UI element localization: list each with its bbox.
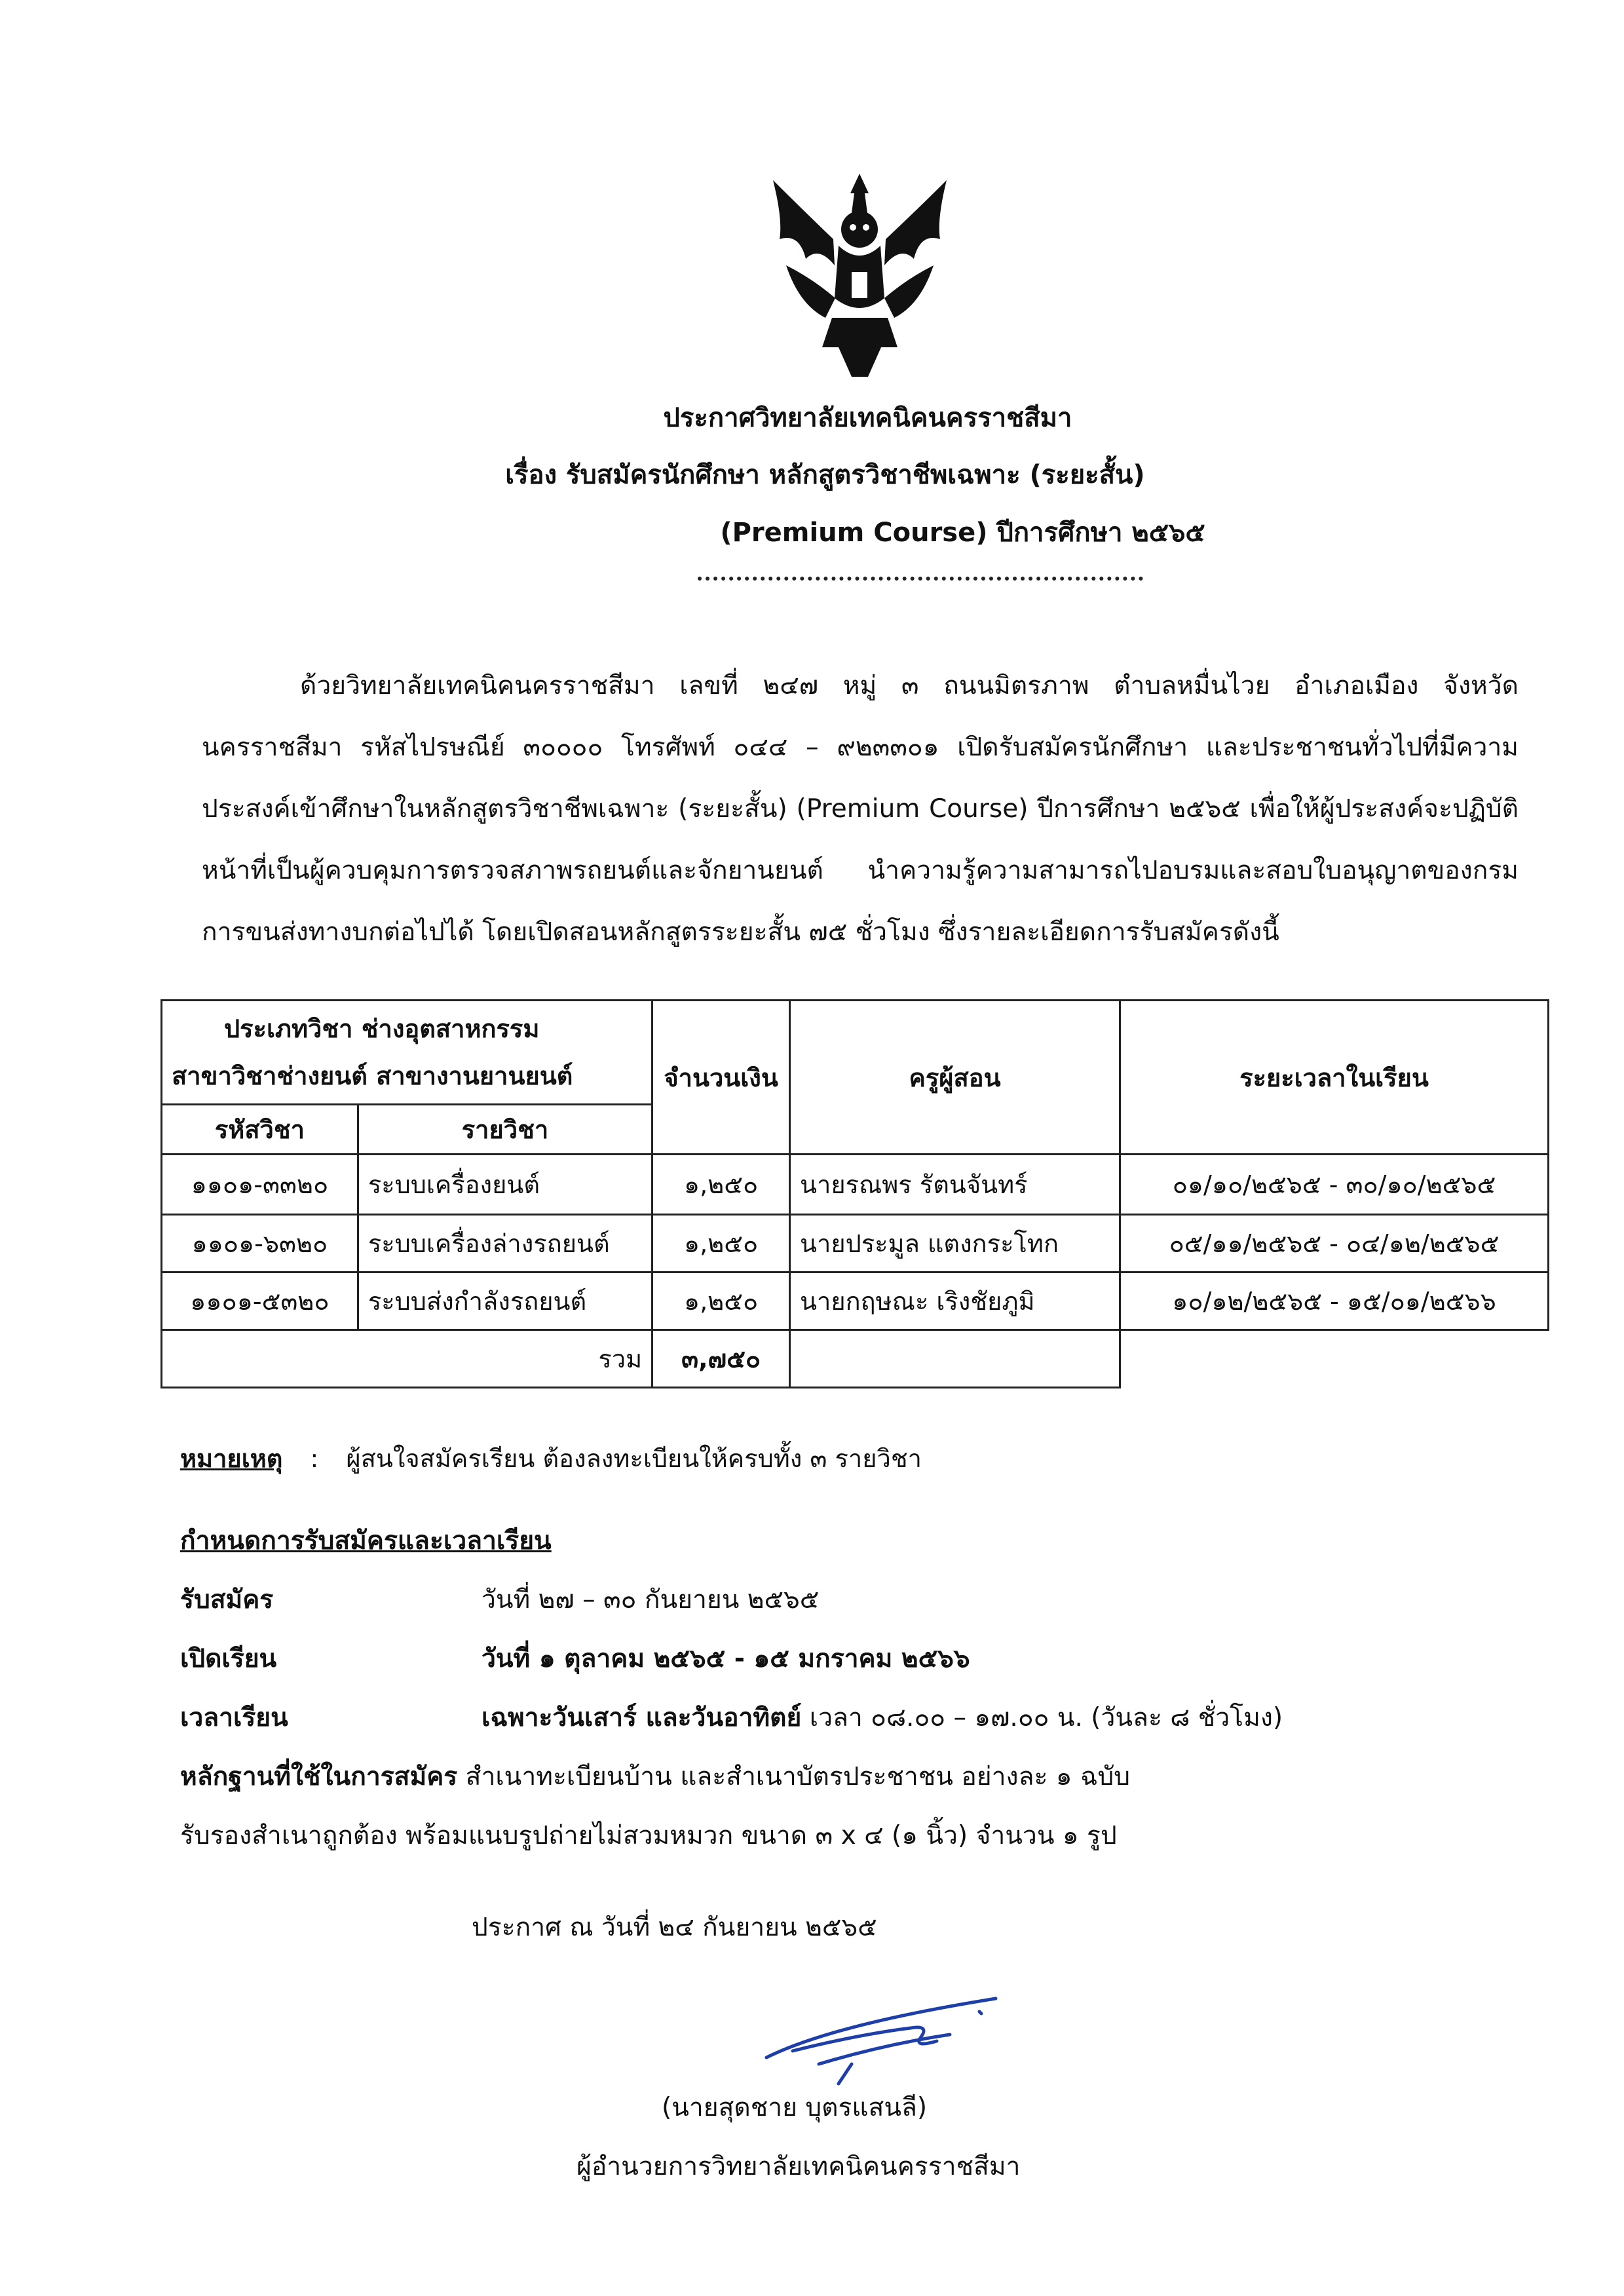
course-subject: ระบบเครื่องยนต์ xyxy=(358,1155,652,1215)
schedule-apply xyxy=(180,1579,819,1620)
total-label: รวม xyxy=(162,1330,652,1388)
body-paragraph-text: ด้วยวิทยาลัยเทคนิคนครราชสีมา เลขที่ ๒๔๗ หมู่ ๓ ถนนมิตรภาพ ตำบลหมื่นไวย อำเภอเมือง จังหวัดนครราชสีมา รหัสไปรษณีย์ ๓๐๐๐๐ โทรศัพท์ ๐๔๔ – ๙๒๓๓๐๑ เปิดรับสมัครนักศึกษา และประชาชนทั่วไปที่มีความประสงค์เข้าศึกษาในหลักสูตรวิชาชีพเฉพาะ (ระยะสั้น) (Premium Course) ปีการศึกษา ๒๕๖๕ เพื่อให้ผู้ประสงค์จะปฏิบัติหน้าที่เป็นผู้ควบคุมการตรวจสภาพรถยนต์และจักยานยนต์ นำความรู้ความสามารถไปอบรมและสอบใบอนุญาตของกรมการขนส่งทางบกต่อไปได้ โดยเปิดสอนหลักสูตรระยะสั้น ๗๕ ชั่วโมง ซึ่งรายละเอียดการรับสมัครดังนี้ xyxy=(202,671,1519,947)
announce-date: ประกาศ ณ วันที่ ๒๔ กันยายน ๒๕๖๕ xyxy=(472,1913,877,1942)
course-code: ๑๑๐๑-๖๓๒๐ xyxy=(162,1215,358,1272)
time-label: เวลาเรียน xyxy=(180,1703,288,1732)
note-separator: : xyxy=(310,1444,319,1473)
documents-required xyxy=(180,1756,1130,1797)
col-code-header: รหัสวิชา xyxy=(162,1105,358,1155)
course-period: ๑๐/๑๒/๒๕๖๕ - ๑๕/๐๑/๒๕๖๖ xyxy=(1120,1272,1549,1330)
total-row xyxy=(162,1330,1549,1388)
col-period-header: ระยะเวลาในเรียน xyxy=(1120,1001,1549,1155)
schedule-open xyxy=(180,1638,970,1679)
note-label: หมายเหตุ xyxy=(180,1444,283,1473)
col-teacher-header: ครูผู้สอน xyxy=(790,1001,1120,1155)
course-period: ๐๑/๑๐/๒๕๖๕ - ๓๐/๑๐/๒๕๖๕ xyxy=(1120,1155,1549,1215)
empty-cell xyxy=(790,1330,1120,1388)
time-value-days: เฉพาะวันเสาร์ และวันอาทิตย์ xyxy=(482,1703,802,1732)
table-row xyxy=(162,1272,1549,1330)
schedule-title: กำหนดการรับสมัครและเวลาเรียน xyxy=(180,1526,552,1556)
course-code: ๑๑๐๑-๕๓๒๐ xyxy=(162,1272,358,1330)
dotted-divider xyxy=(698,577,1143,581)
group-line2: สาขาวิชาช่างยนต์ สาขางานยานยนต์ xyxy=(172,1062,573,1090)
note xyxy=(180,1438,922,1478)
col-amount-header: จำนวนเงิน xyxy=(652,1001,790,1155)
signer-name: (นายสุดชาย บุตรแสนลี) xyxy=(662,2093,928,2122)
table-row xyxy=(162,1155,1549,1215)
garuda-emblem-icon xyxy=(760,167,960,383)
course-teacher: นายรณพร รัตนจันทร์ xyxy=(790,1155,1120,1215)
course-subject: ระบบเครื่องล่างรถยนต์ xyxy=(358,1215,652,1272)
course-code: ๑๑๐๑-๓๓๒๐ xyxy=(162,1155,358,1215)
course-amount: ๑,๒๕๐ xyxy=(652,1215,790,1272)
documents-required-2: รับรองสำเนาถูกต้อง พร้อมแนบรูปถ่ายไม่สวมหมวก ขนาด ๓ x ๔ (๑ นิ้ว) จำนวน ๑ รูป xyxy=(180,1821,1117,1850)
schedule-time xyxy=(180,1697,1283,1738)
apply-value: วันที่ ๒๗ – ๓๐ กันยายน ๒๕๖๕ xyxy=(482,1585,820,1615)
document-subject: เรื่อง รับสมัครนักศึกษา หลักสูตรวิชาชีพเฉพาะ (ระยะสั้น) xyxy=(505,460,1145,490)
group-line1: ประเภทวิชา ช่างอุตสาหกรรม xyxy=(224,1014,540,1043)
total-value: ๓,๗๕๐ xyxy=(652,1330,790,1388)
course-subject: ระบบส่งกำลังรถยนต์ xyxy=(358,1272,652,1330)
note-text: ผู้สนใจสมัครเรียน ต้องลงทะเบียนให้ครบทั้ง ๓ รายวิชา xyxy=(346,1444,922,1473)
document-title: ประกาศวิทยาลัยเทคนิคนครราชสีมา xyxy=(663,403,1072,433)
course-amount: ๑,๒๕๐ xyxy=(652,1272,790,1330)
course-table xyxy=(161,999,1549,1388)
signer-position: ผู้อำนวยการวิทยาลัยเทคนิคนครราชสีมา xyxy=(576,2152,1021,2181)
docs-text: สำเนาทะเบียนบ้าน และสำเนาบัตรประชาชน อย่างละ ๑ ฉบับ xyxy=(465,1762,1131,1791)
docs-label: หลักฐานที่ใช้ในการสมัคร xyxy=(180,1762,458,1791)
col-subject-header: รายวิชา xyxy=(358,1105,652,1155)
table-row xyxy=(162,1215,1549,1272)
open-value: วันที่ ๑ ตุลาคม ๒๕๖๕ - ๑๕ มกราคม ๒๕๖๖ xyxy=(482,1644,970,1674)
document-subject-line2: (Premium Course) ปีการศึกษา ๒๕๖๕ xyxy=(720,518,1205,548)
empty-cell xyxy=(1120,1330,1549,1388)
course-teacher: นายประมูล แตงกระโทก xyxy=(790,1215,1120,1272)
body-paragraph xyxy=(202,655,1519,963)
course-teacher: นายกฤษณะ เริงชัยภูมิ xyxy=(790,1272,1120,1330)
apply-label: รับสมัคร xyxy=(180,1585,274,1615)
course-period: ๐๕/๑๑/๒๕๖๕ - ๐๔/๑๒/๒๕๖๕ xyxy=(1120,1215,1549,1272)
open-label: เปิดเรียน xyxy=(180,1644,277,1674)
table-group-header xyxy=(162,1001,652,1105)
handwritten-signature xyxy=(753,1972,1002,2097)
time-value-hours: เวลา ๐๘.๐๐ – ๑๗.๐๐ น. (วันละ ๘ ชั่วโมง) xyxy=(809,1703,1283,1732)
course-amount: ๑,๒๕๐ xyxy=(652,1155,790,1215)
